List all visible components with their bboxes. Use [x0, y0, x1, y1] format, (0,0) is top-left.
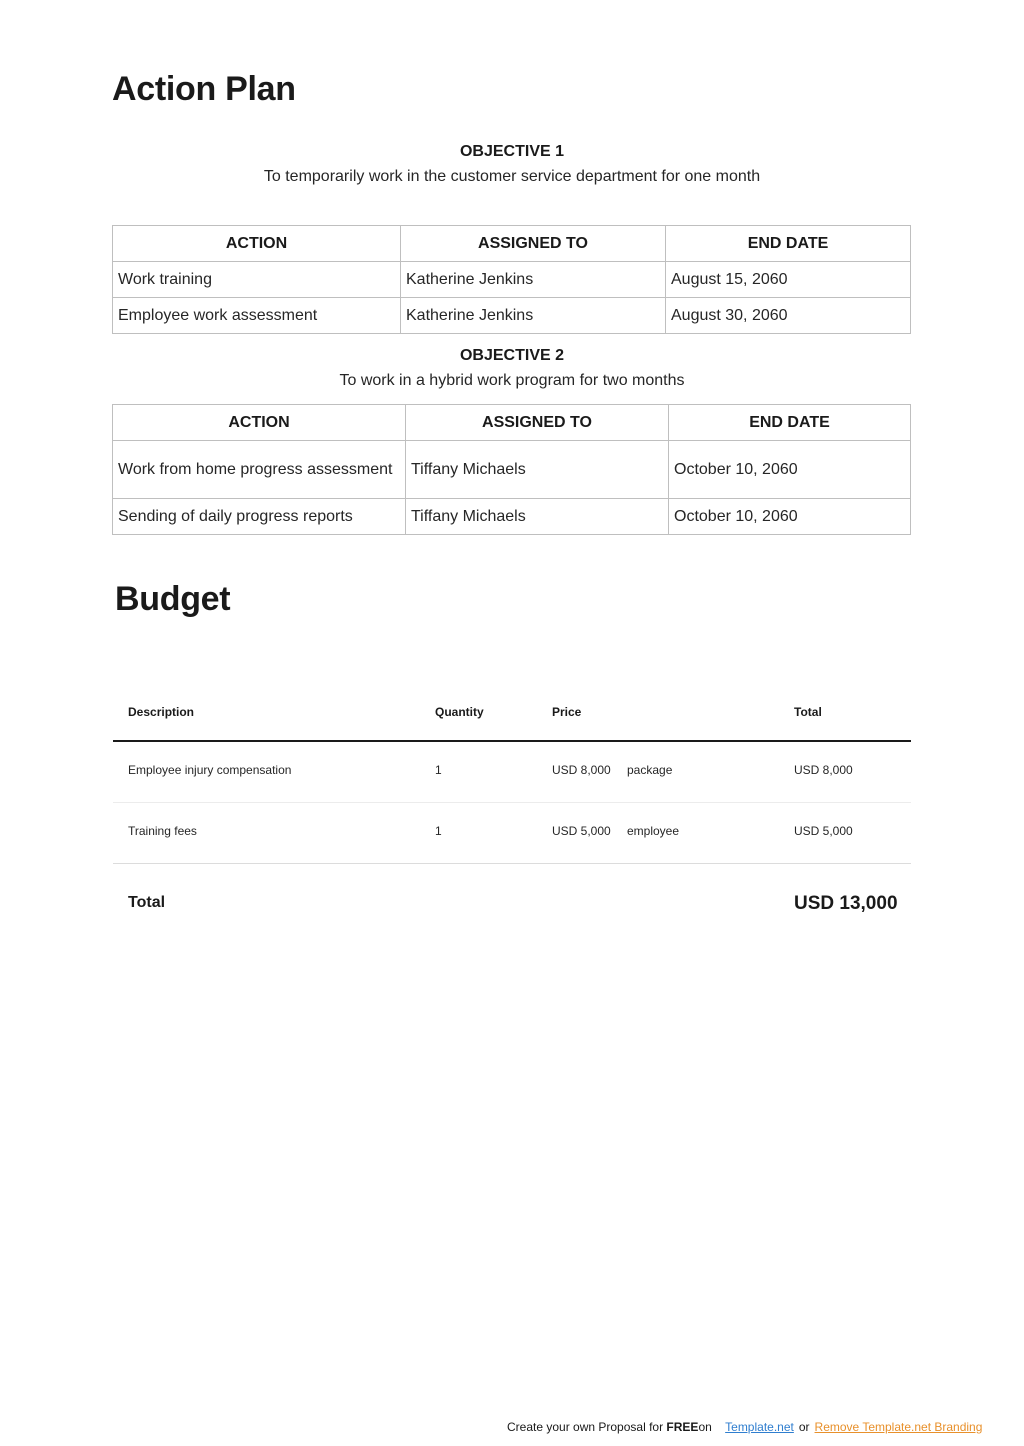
cell-assigned-to: Tiffany Michaels [406, 441, 669, 499]
objective-1-table [112, 225, 911, 334]
objective-2-description: To work in a hybrid work program for two months [339, 372, 685, 389]
footer-on: on [698, 1420, 712, 1434]
budget-total-value: USD 13,000 [794, 893, 898, 914]
cell-end-date: August 30, 2060 [666, 298, 911, 334]
table-row [113, 499, 911, 535]
header-assigned-to: ASSIGNED TO [401, 226, 666, 262]
header-quantity: Quantity [435, 705, 484, 719]
objective-1-description: To temporarily work in the customer service department for one month [263, 168, 761, 185]
item-total: USD 5,000 [794, 824, 853, 838]
cell-end-date: August 15, 2060 [666, 262, 911, 298]
table-row [113, 262, 911, 298]
header-description: Description [128, 705, 195, 719]
cell-assigned-to: Katherine Jenkins [401, 262, 666, 298]
budget-row [113, 742, 911, 803]
item-total: USD 8,000 [794, 763, 853, 777]
item-unit: employee [627, 824, 680, 838]
budget-total-row [113, 864, 911, 944]
cell-assigned-to: Katherine Jenkins [401, 298, 666, 334]
objective-1-label: OBJECTIVE 1 [459, 143, 565, 160]
budget-total-label: Total [128, 894, 166, 911]
header-action: ACTION [113, 405, 406, 441]
item-price: USD 5,000 [552, 824, 611, 838]
header-end-date: END DATE [666, 226, 911, 262]
cell-end-date: October 10, 2060 [669, 499, 911, 535]
footer-prefix: Create your own Proposal for [507, 1420, 667, 1434]
item-quantity: 1 [435, 763, 442, 777]
table-header-row [113, 226, 911, 262]
objective-2-label: OBJECTIVE 2 [459, 347, 565, 364]
cell-action: Employee work assessment [113, 298, 401, 334]
header-action: ACTION [113, 226, 401, 262]
footer-or: or [798, 1420, 810, 1434]
footer-free: FREE [666, 1420, 699, 1434]
item-quantity: 1 [435, 824, 442, 838]
cell-action: Work training [113, 262, 401, 298]
template-net-link[interactable]: Template.net [725, 1420, 794, 1434]
table-header-row [113, 405, 911, 441]
header-assigned-to: ASSIGNED TO [406, 405, 669, 441]
budget-title: Budget [115, 580, 231, 618]
remove-branding-link[interactable]: Remove Template.net Branding [814, 1420, 983, 1434]
item-unit: package [627, 763, 673, 777]
header-price: Price [552, 705, 582, 719]
cell-end-date: October 10, 2060 [669, 441, 911, 499]
item-description: Training fees [128, 824, 197, 838]
budget-row [113, 803, 911, 864]
header-end-date: END DATE [669, 405, 911, 441]
branding-footer [507, 1420, 982, 1434]
item-price: USD 8,000 [552, 763, 611, 777]
budget-table [113, 690, 911, 944]
objective-2-table [112, 404, 911, 535]
cell-assigned-to: Tiffany Michaels [406, 499, 669, 535]
cell-action: Work from home progress assessment [113, 441, 406, 499]
table-row [113, 298, 911, 334]
item-description: Employee injury compensation [128, 763, 292, 777]
header-total: Total [794, 705, 822, 719]
table-row [113, 441, 911, 499]
action-plan-title: Action Plan [112, 70, 296, 108]
budget-header-row [113, 690, 911, 742]
cell-action: Sending of daily progress reports [113, 499, 406, 535]
